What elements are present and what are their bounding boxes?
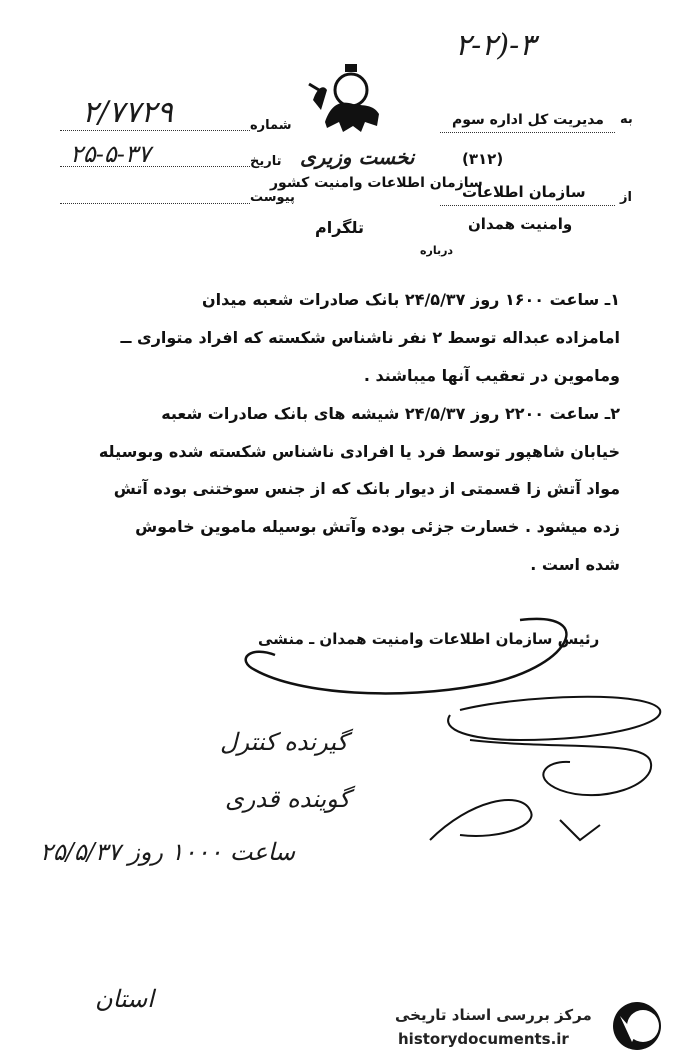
top-code: ۲-۲)-۳: [455, 28, 536, 63]
p1-line3: وماموین در تعقیب آنها میباشند .: [363, 366, 620, 385]
number-label: شماره: [250, 118, 292, 133]
hand-note-1: گیرنده کنترل: [220, 728, 348, 756]
p2-line3: مواد آتش زا قسمتی از دیوار بانک که از جنس سوختنی بوده آتش: [113, 479, 620, 498]
to-value: مدیریت کل اداره سوم: [452, 112, 604, 128]
signer-line: رئیس سازمان اطلاعات وامنیت همدان ـ منشی: [258, 630, 600, 648]
letterhead-line1: نخست وزیری: [300, 145, 415, 169]
hand-note-bottom: استان: [95, 985, 154, 1013]
watermark-logo: [606, 998, 668, 1054]
watermark-line2: historydocuments.ir: [398, 1030, 569, 1048]
hand-note-3: ساعت ۱۰۰۰ روز ۲۵/۵/۳۷: [40, 838, 296, 866]
to-dots: [440, 132, 615, 133]
date-dots: [60, 166, 250, 167]
lion-and-sun-emblem: [305, 60, 395, 140]
p1-line2: امامزاده عبداله توسط ۲ نفر ناشناس شکسته که افراد متواری ــ: [120, 328, 620, 347]
date-value: ۲۵-۵-۳۷: [70, 140, 151, 168]
attach-dots: [60, 203, 250, 204]
about-label: درباره: [420, 244, 454, 257]
p1-line1: ۱ـ ساعت ۱۶۰۰ روز ۲۴/۵/۳۷ بانک صادرات شعبه میدان: [201, 290, 620, 309]
from-dots: [440, 205, 615, 206]
watermark-line1: مرکز بررسی اسناد تاریخی: [395, 1006, 592, 1024]
from-value-2: وامنیت همدان: [468, 215, 573, 233]
attach-label: پیوست: [250, 190, 295, 205]
p2-line5: شده است .: [530, 555, 620, 574]
p2-line2: خیابان شاهپور توسط فرد یا افرادی ناشناس شکسته شده وبوسیله: [98, 442, 620, 461]
to-label: به: [620, 112, 633, 127]
p2-line1: ۲ـ ساعت ۲۲۰۰ روز ۲۴/۵/۳۷ شیشه های بانک صادرات شعبه: [161, 404, 620, 423]
number-value: ۲/۷۷۲۹: [82, 95, 173, 130]
number-dots: [60, 130, 250, 131]
p2-line4: زده میشود . خسارت جزئی بوده وآتش بوسیله ماموین خاموش: [135, 517, 620, 536]
telegram-label: تلگرام: [315, 218, 365, 237]
to-number: (۳۱۲): [462, 150, 504, 168]
from-label: از: [620, 190, 632, 205]
date-label: تاریخ: [250, 154, 282, 169]
letterhead-line2: سازمان اطلاعات وامنیت کشور: [270, 175, 483, 191]
hand-note-2: گوینده قدری: [225, 785, 350, 813]
from-value-1: سازمان اطلاعات: [462, 183, 586, 201]
